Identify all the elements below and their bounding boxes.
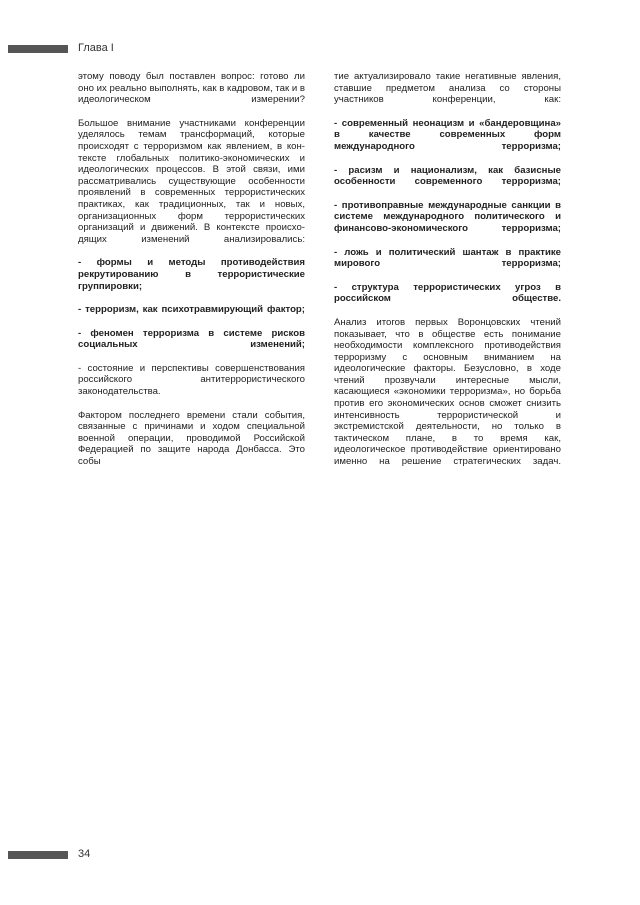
left-column xyxy=(78,71,305,480)
list-item: - ложь и политический шантаж в практике мирового терроризма; xyxy=(334,246,561,270)
paragraph: Большое внимание участниками конференции уделялось темам трансформаций, которые происходят с терроризмом как явлением, в контексте глобальных политико-экономических и идеологических процессов. В этой связи, ими рассматривались существующие особенности проявлений в современных террористических практиках, как традиционных, так и новых, организационных форм террористических организаций и движений. В контексте происходящих изменений анализировались: xyxy=(78,117,305,245)
chapter-title: Глава I xyxy=(78,42,114,54)
list-item: - феномен терроризма в системе рисков социальных изменений; xyxy=(78,327,305,351)
footer-marker-bar xyxy=(8,851,68,859)
list-item: - терроризм, как психотравмирующий фактор; xyxy=(78,304,305,316)
list-item: - формы и методы противодействия рекрутированию в террористические группировки; xyxy=(78,257,305,292)
list-item: - структура террористических угроз в российском обществе. xyxy=(334,281,561,305)
paragraph: Фактором последнего времени стали события, связанные с причинами и ходом специальной военной операции, проводимой Российской Федерацией по защите народа Донбасса. Это собы xyxy=(78,409,305,468)
page-number: 34 xyxy=(78,848,91,860)
list-item: - противоправные международные санкции в системе международного политического и финансово-экономического терроризма; xyxy=(334,199,561,234)
paragraph: этому поводу был поставлен вопрос: готово ли оно их реально выполнять, как в кадровом, так и в идеологическом измерении? xyxy=(78,71,305,106)
list-item: - состояние и перспективы совершенствования российского антитеррористического законодательства. xyxy=(78,362,305,398)
right-column xyxy=(334,71,561,480)
paragraph: Анализ итогов первых Воронцовских чтений показывает, что в обществе есть понимание необходимости комплексного противодействия терроризму с основным вниманием на идеологические факторы. Безусловно, в ходе чтений прозвучали интересные мысли, касающиеся «экономики терроризма», но борьба против его экономических основ сможет снизить интенсивность террористической и экстремистской деятельности, но только в тактическом плане, в то время как, идеологическое противодействие ориентировано именно на решение стратегических задач. xyxy=(334,316,561,468)
list-item: - расизм и национализм, как базисные особенности современного терроризма; xyxy=(334,164,561,188)
chapter-marker-bar xyxy=(8,45,68,53)
paragraph: тие актуализировало такие негативные явления, ставшие предметом анализа со стороны участников конференции, как: xyxy=(334,71,561,106)
list-item: - современный неонацизм и «бандеровщина» в качестве современных форм международного терроризма; xyxy=(334,117,561,152)
